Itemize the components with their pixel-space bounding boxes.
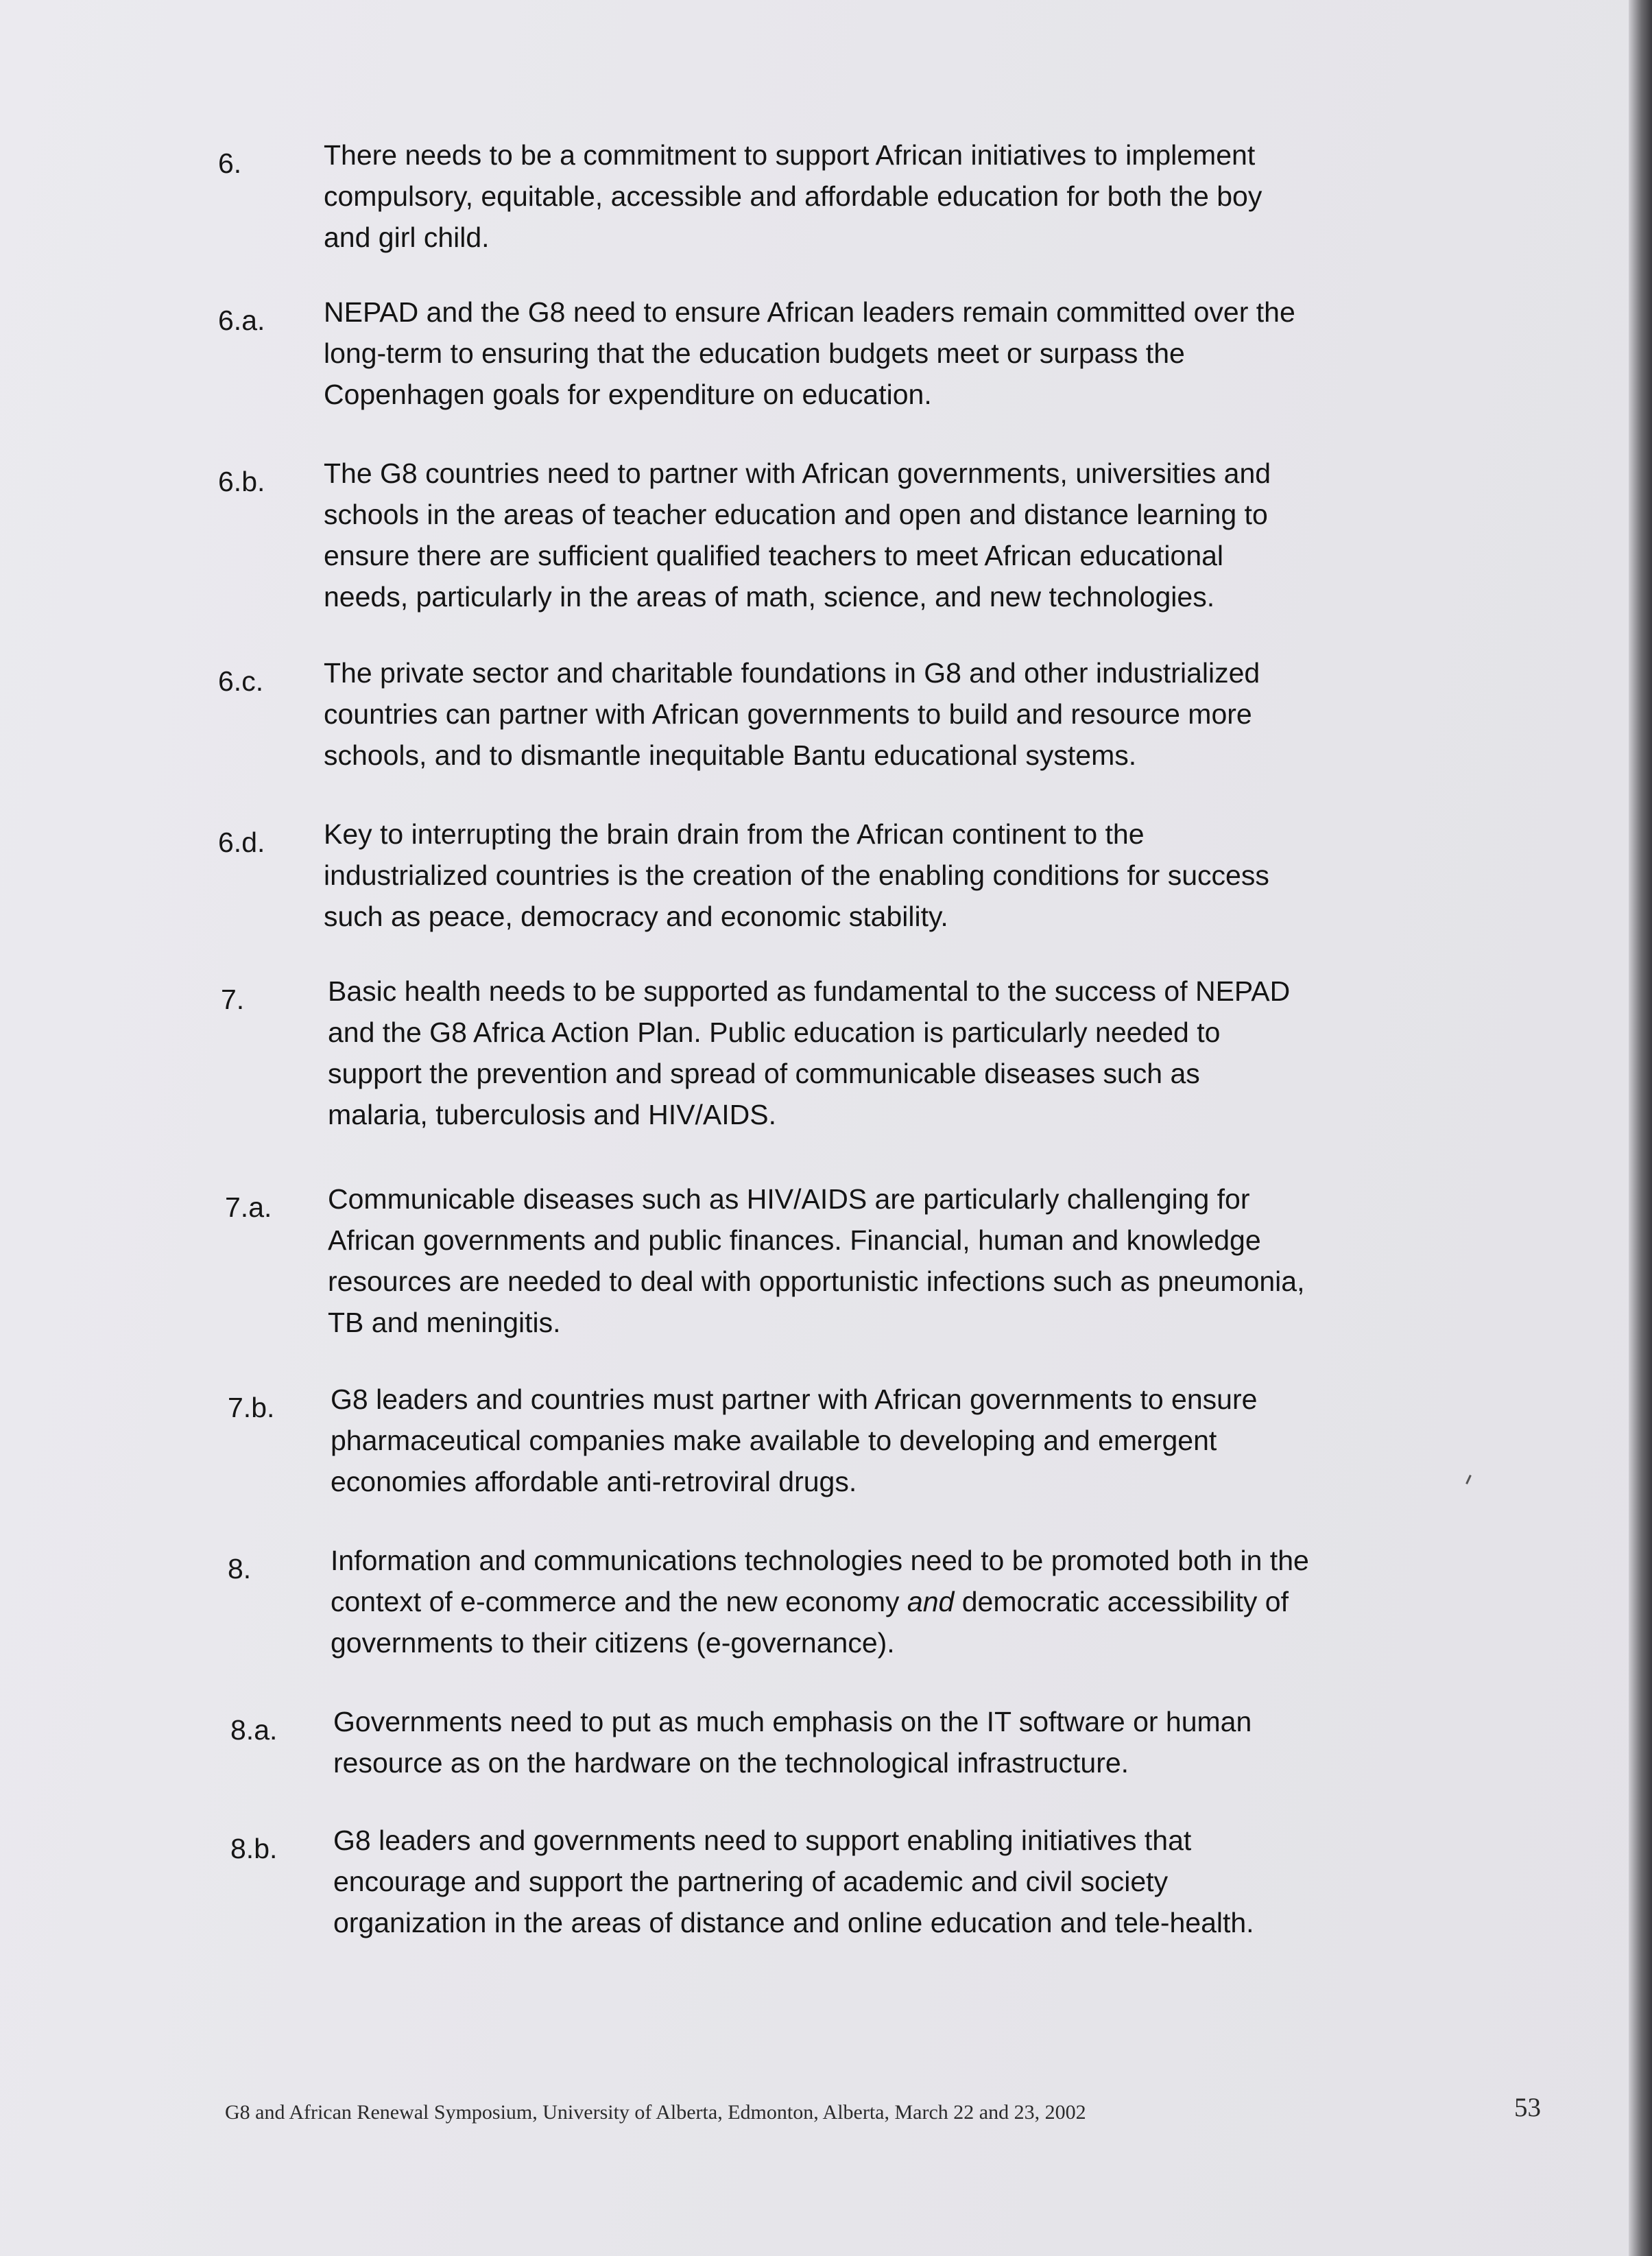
item-text-line: such as peace, democracy and economic stability. [324,901,948,932]
item-text [331,1379,1558,1502]
item-text-line: malaria, tuberculosis and HIV/AIDS. [328,1099,776,1130]
item-text-line: Key to interrupting the brain drain from the African continent to the [324,818,1145,850]
item-text-line: and girl child. [324,222,490,253]
item-text-line: pharmaceutical companies make available to developing and emergent [331,1425,1217,1456]
item-number: 6.a. [218,305,265,336]
item-text-line: Copenhagen goals for expenditure on education. [324,379,932,410]
item-text [333,1701,1561,1783]
item-text-line: Governments need to put as much emphasis on the IT software or human [333,1706,1252,1737]
item-text [324,814,1551,937]
item-text-line: governments to their citizens (e-governance). [331,1627,895,1659]
item-text [324,134,1551,258]
item-text [331,1540,1558,1663]
item-number: 6. [218,147,242,179]
item-text-line: schools in the areas of teacher education and open and distance learning to [324,499,1268,530]
item-number: 6.d. [218,827,265,858]
item-text-line: compulsory, equitable, accessible and affordable education for both the boy [324,180,1262,212]
item-number: 8. [228,1553,252,1584]
item-number: 6.b. [218,466,265,497]
item-number: 7.b. [228,1392,275,1423]
item-text-line: industrialized countries is the creation of the enabling conditions for success [324,859,1269,891]
item-number: 6.c. [218,665,264,697]
item-text-line: Information and communications technologies need to be promoted both in the [331,1545,1309,1576]
item-text-line: and the G8 Africa Action Plan. Public education is particularly needed to [328,1017,1221,1048]
item-text-line: Communicable diseases such as HIV/AIDS are particularly challenging for [328,1183,1250,1215]
item-text-line: The private sector and charitable foundations in G8 and other industrialized [324,657,1260,689]
item-text [333,1820,1561,1943]
footer-citation: G8 and African Renewal Symposium, University of Alberta, Edmonton, Alberta, March 22 and 23, 2002 [225,2101,1086,2124]
item-text-line: African governments and public finances. Financial, human and knowledge [328,1224,1261,1256]
item-text-line: organization in the areas of distance and online education and tele-health. [333,1907,1254,1938]
item-text-line: There needs to be a commitment to support African initiatives to implement [324,139,1256,171]
item-text [328,971,1555,1135]
item-text-line: resource as on the hardware on the technological infrastructure. [333,1747,1129,1779]
item-number: 8.a. [230,1714,278,1746]
page-edge-shadow [1629,0,1652,2256]
item-text-line: schools, and to dismantle inequitable Bantu educational systems. [324,739,1137,771]
item-text-line: TB and meningitis. [328,1307,561,1338]
item-text-line: The G8 countries need to partner with African governments, universities and [324,458,1271,489]
item-text-line: economies affordable anti-retroviral drugs. [331,1466,857,1497]
item-text [328,1178,1555,1343]
item-text-line: long-term to ensuring that the education budgets meet or surpass the [324,337,1185,369]
item-text-line: Basic health needs to be supported as fundamental to the success of NEPAD [328,975,1291,1007]
item-number: 7. [221,984,245,1015]
item-text-line: countries can partner with African governments to build and resource more [324,698,1252,730]
item-text-line: G8 leaders and governments need to support enabling initiatives that [333,1825,1192,1856]
item-text [324,292,1551,415]
item-number: 7.a. [225,1191,272,1223]
item-text-line: encourage and support the partnering of academic and civil society [333,1866,1169,1897]
item-text-line: support the prevention and spread of communicable diseases such as [328,1058,1200,1089]
item-text-line: needs, particularly in the areas of math, science, and new technologies. [324,581,1215,613]
item-text-line: context of e-commerce and the new economy and democratic accessibility of [331,1586,1289,1617]
item-text-line: NEPAD and the G8 need to ensure African leaders remain committed over the [324,296,1295,328]
item-text-line: G8 leaders and countries must partner with African governments to ensure [331,1384,1258,1415]
item-number: 8.b. [230,1833,278,1864]
item-text [324,652,1551,776]
item-text [324,453,1551,617]
item-text-line: ensure there are sufficient qualified teachers to meet African educational [324,540,1224,571]
page-number: 53 [1514,2093,1541,2122]
item-text-line: resources are needed to deal with opportunistic infections such as pneumonia, [328,1266,1305,1297]
